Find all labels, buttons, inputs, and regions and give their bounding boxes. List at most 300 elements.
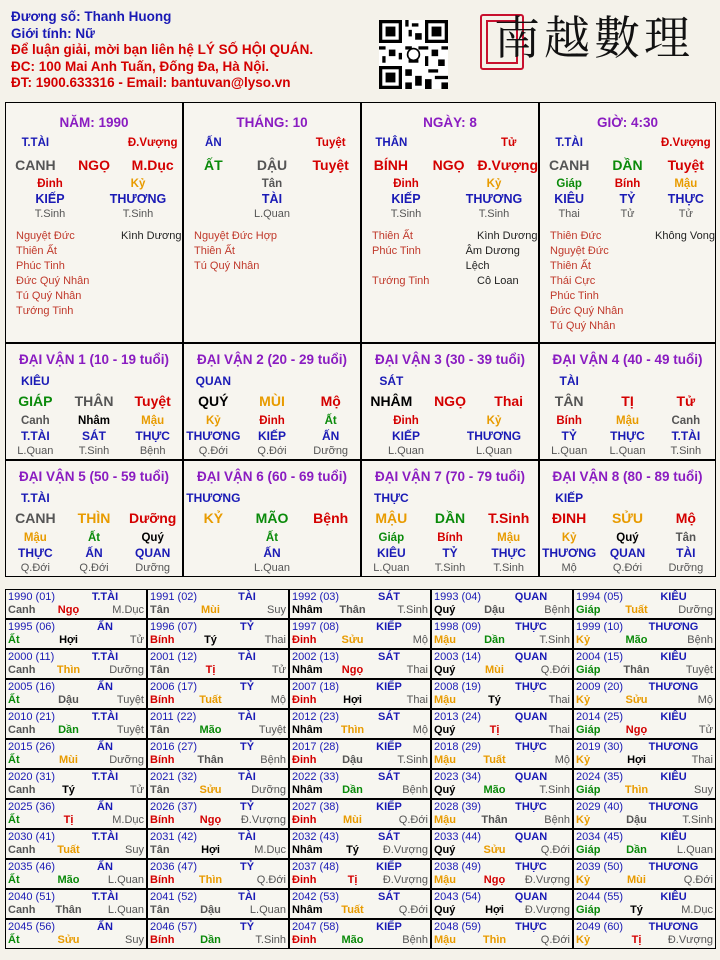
dai-van-gods-item: QUAN (609, 546, 646, 560)
star-row (194, 244, 360, 259)
dai-van-main-item: MÙI (259, 393, 285, 409)
year-cell[interactable] (573, 829, 716, 859)
year-cell[interactable] (573, 649, 716, 679)
dai-van-cell (539, 343, 716, 460)
year-cell[interactable] (573, 799, 716, 829)
year-god: T.TÀI (91, 831, 119, 843)
year-stage: T.Sinh (682, 814, 713, 826)
year-stem: Tân (150, 724, 170, 736)
client-gender: Giới tính: Nữ (11, 25, 95, 41)
year-top (576, 801, 713, 814)
year-branch: Tị (347, 874, 358, 886)
year-label: 2005 (16) (8, 681, 56, 693)
dai-van-god-row (6, 374, 182, 388)
year-bottom (150, 784, 286, 797)
year-cell[interactable] (431, 739, 573, 769)
year-branch: Hợi (59, 634, 78, 646)
year-branch: Hợi (485, 904, 504, 916)
year-stem: Giáp (576, 844, 601, 856)
year-god: KIẾP (376, 861, 402, 873)
year-stage: Bệnh (544, 814, 570, 826)
year-bottom (292, 844, 428, 857)
year-branch: Dậu (342, 754, 363, 766)
year-bottom (576, 874, 713, 887)
year-stem: Nhâm (292, 724, 323, 736)
star-good: Phúc Tinh (16, 260, 65, 272)
year-label: 1992 (03) (292, 591, 340, 603)
year-stem: Bính (150, 814, 175, 826)
year-cell[interactable] (431, 709, 573, 739)
year-branch: Thân (197, 754, 224, 766)
year-branch: Ngọ (341, 664, 364, 676)
year-stem: Canh (8, 724, 36, 736)
year-cell[interactable] (147, 859, 289, 889)
qr-code-icon[interactable] (379, 20, 448, 89)
year-bottom (434, 754, 570, 767)
year-top (150, 711, 286, 724)
year-cell[interactable] (573, 859, 716, 889)
year-cell[interactable] (573, 679, 716, 709)
year-top (576, 621, 713, 634)
year-cell[interactable] (573, 739, 716, 769)
year-cell[interactable] (147, 709, 289, 739)
year-stem: Kỷ (576, 874, 591, 886)
year-cell[interactable] (5, 679, 147, 709)
dai-van-main-item: KỶ (203, 510, 224, 526)
year-bottom (8, 844, 144, 857)
pillar-main-item: ẤT (204, 157, 223, 173)
dai-van-title: ĐẠI VẬN 2 (20 - 29 tuổi) (196, 352, 348, 367)
pillar-hidden-item: Kỷ (486, 178, 502, 190)
pillar-gods-item: THƯƠNG (465, 192, 523, 206)
year-branch: Tị (489, 724, 500, 736)
year-stage: Suy (125, 934, 144, 946)
dai-van-gods-item: THƯƠNG (186, 429, 241, 443)
year-branch: Sửu (341, 634, 364, 646)
pillar-cell (539, 102, 716, 343)
year-label: 2012 (23) (292, 711, 340, 723)
pillar-stages-item: T.Sinh (478, 208, 510, 220)
dai-van-stages-item: Q.Đới (612, 562, 643, 574)
year-branch: Thìn (198, 874, 223, 886)
pillar-main-row (540, 157, 715, 173)
year-god: TÀI (238, 831, 256, 843)
dai-van-hidden-item: Bính (437, 532, 463, 544)
year-top (292, 651, 428, 664)
pillar-top-item: Đ.Vượng (127, 137, 178, 149)
year-top (8, 891, 144, 904)
year-cell[interactable] (147, 889, 289, 919)
dai-van-god-row (362, 374, 538, 388)
year-stem: Giáp (576, 664, 601, 676)
year-cell[interactable] (289, 829, 431, 859)
star-other: Không Vong (655, 230, 715, 242)
pillar-top-item: Tuyệt (315, 137, 346, 149)
star-row (550, 304, 715, 319)
year-god: TỶ (239, 921, 255, 933)
dai-van-god-item (657, 374, 715, 388)
star-good: Đức Quý Nhân (550, 305, 624, 317)
year-god: TỶ (239, 861, 255, 873)
year-cell[interactable] (573, 619, 716, 649)
pillar-main-item: CANH (15, 157, 56, 173)
year-label: 2030 (41) (8, 831, 56, 843)
year-stage: T.Sinh (397, 604, 428, 616)
year-cell[interactable] (147, 799, 289, 829)
year-branch: Mão (199, 724, 222, 736)
star-good: Phúc Tinh (550, 290, 599, 302)
dai-van-main-item: Mộ (320, 393, 341, 409)
pillar-top-item (598, 137, 656, 149)
year-cell[interactable] (5, 709, 147, 739)
dai-van-gods-item: ẤN (322, 429, 340, 443)
year-cell[interactable] (289, 709, 431, 739)
pillar-main-item: CANH (548, 157, 590, 173)
star-row (550, 244, 715, 259)
year-branch: Tuất (57, 844, 80, 856)
pillar-stages-item: Tử (620, 208, 635, 220)
dai-van-hidden-row (362, 415, 538, 427)
year-label: 2029 (40) (576, 801, 624, 813)
year-god: THƯƠNG (648, 681, 699, 693)
year-bottom (150, 814, 286, 827)
dai-van-main-row (362, 393, 538, 409)
year-top (434, 891, 570, 904)
year-branch: Hợi (627, 754, 646, 766)
dai-van-hidden-row (6, 532, 182, 544)
year-label: 2046 (57) (150, 921, 198, 933)
star-other: Kình Dương (477, 230, 538, 242)
year-stem: Mậu (434, 754, 456, 766)
year-bottom (434, 694, 570, 707)
dai-van-title: ĐẠI VẬN 3 (30 - 39 tuổi) (374, 352, 526, 367)
pillar-stages-row (184, 208, 360, 220)
pillar-top-row (540, 137, 715, 149)
year-cell[interactable] (431, 889, 573, 919)
year-branch: Tý (630, 904, 643, 916)
dai-van-main-item: DẦN (434, 510, 466, 526)
year-top (8, 591, 144, 604)
dai-van-hidden-item: Ất (324, 415, 337, 427)
year-cell[interactable] (573, 919, 716, 949)
year-bottom (576, 604, 713, 617)
year-stage: M.Dục (681, 904, 713, 916)
dai-van-main-item: CANH (15, 510, 56, 526)
star-row (194, 259, 360, 274)
pillar-stages-item: Thai (558, 208, 580, 220)
year-label: 1991 (02) (150, 591, 198, 603)
year-label: 2042 (53) (292, 891, 340, 903)
year-branch: Thân (55, 904, 82, 916)
pillar-stages-item: T.Sinh (390, 208, 422, 220)
year-cell[interactable] (289, 679, 431, 709)
year-top (292, 831, 428, 844)
year-bottom (576, 904, 713, 917)
year-branch: Tý (62, 784, 75, 796)
dai-van-stages-item: T.Sinh (78, 445, 110, 457)
star-good: Nguyệt Đức Hợp (194, 230, 278, 242)
year-bottom (8, 934, 144, 947)
year-branch: Sửu (625, 694, 648, 706)
year-top (576, 681, 713, 694)
year-label: 2034 (45) (576, 831, 624, 843)
year-god: T.TÀI (91, 771, 119, 783)
year-stage: Đ.Vượng (524, 874, 570, 886)
pillar-title: NGÀY: 8 (423, 115, 477, 130)
dai-van-stages-item: Dưỡng (313, 445, 349, 457)
pillar-top-item: ẤN (205, 137, 222, 149)
pillar-top-item: T.TÀI (555, 137, 583, 149)
year-branch: Dậu (200, 904, 221, 916)
dai-van-main-item: Tuyệt (134, 393, 171, 409)
year-cell[interactable] (5, 649, 147, 679)
year-cell[interactable] (289, 739, 431, 769)
dai-van-hidden-row (540, 532, 715, 544)
year-god: QUAN (514, 771, 548, 783)
year-god: T.TÀI (91, 711, 119, 723)
year-cell[interactable] (5, 889, 147, 919)
year-cell[interactable] (289, 769, 431, 799)
year-stage: Dưỡng (109, 664, 144, 676)
pillar-top-item: Đ.Vượng (660, 137, 711, 149)
year-god: TÀI (238, 891, 256, 903)
dai-van-hidden-item: Quý (141, 532, 164, 544)
year-branch: Dậu (626, 814, 647, 826)
year-cell[interactable] (5, 919, 147, 949)
year-bottom (8, 724, 144, 737)
year-cell[interactable] (431, 799, 573, 829)
year-top (434, 771, 570, 784)
year-cell[interactable] (147, 829, 289, 859)
year-god: SÁT (378, 591, 400, 603)
year-stage: Đ.Vượng (382, 874, 428, 886)
year-cell[interactable] (289, 799, 431, 829)
pillar-top-row (184, 137, 360, 149)
year-cell[interactable] (147, 739, 289, 769)
dai-van-god-row (184, 491, 360, 505)
year-branch: Hợi (201, 844, 220, 856)
dai-van-god-row (540, 374, 715, 388)
year-top (434, 681, 570, 694)
year-stage: Thai (691, 754, 713, 766)
dai-van-god-item (657, 491, 715, 505)
year-bottom (576, 634, 713, 647)
contact-phone-email[interactable]: ĐT: 1900.633316 - Email: bantuvan@lyso.vn (11, 75, 291, 90)
year-cell[interactable] (5, 739, 147, 769)
year-god: QUAN (514, 651, 548, 663)
year-cell[interactable] (573, 889, 716, 919)
dai-van-gods-item: QUAN (135, 546, 171, 560)
year-cell[interactable] (289, 889, 431, 919)
year-stem: Ất (8, 814, 20, 826)
year-cell[interactable] (289, 649, 431, 679)
year-god: KIÊU (660, 831, 687, 843)
dai-van-title: ĐẠI VẬN 8 (80 - 89 tuổi) (552, 469, 703, 484)
dai-van-stages-item: T.Sinh (493, 562, 524, 574)
pillar-hidden-row (184, 178, 360, 190)
year-cell[interactable] (289, 919, 431, 949)
year-bottom (576, 754, 713, 767)
year-label: 2003 (14) (434, 651, 482, 663)
year-stem: Giáp (576, 904, 601, 916)
year-bottom (434, 604, 570, 617)
pillar-gods-item: KIÊU (554, 192, 585, 206)
dai-van-god-item (123, 491, 182, 505)
year-bottom (8, 904, 144, 917)
year-god: THƯƠNG (648, 801, 699, 813)
year-branch: Dần (342, 784, 363, 796)
dai-van-hidden-item: Mậu (615, 415, 639, 427)
year-top (576, 651, 713, 664)
year-bottom (576, 844, 713, 857)
pillar-top-item: Tử (501, 137, 517, 149)
pillar-cell (183, 102, 361, 343)
year-stem: Mậu (434, 634, 456, 646)
year-stem: Canh (8, 784, 36, 796)
year-stage: Mộ (554, 754, 570, 766)
year-cell[interactable] (431, 769, 573, 799)
star-row (372, 244, 538, 274)
star-other: Kình Dương (121, 230, 182, 242)
dai-van-main-item: TÂN (554, 393, 584, 409)
dai-van-god-item (598, 491, 656, 505)
year-stage: T.Sinh (255, 934, 286, 946)
year-cell[interactable] (431, 859, 573, 889)
dai-van-main-item: Mộ (675, 510, 696, 526)
year-cell[interactable] (289, 619, 431, 649)
year-branch: Sửu (199, 784, 222, 796)
star-row (550, 289, 715, 304)
year-bottom (8, 664, 144, 677)
year-cell[interactable] (5, 829, 147, 859)
year-top (292, 801, 428, 814)
star-good: Phúc Tinh (372, 245, 421, 257)
year-branch: Tuất (341, 904, 364, 916)
dai-van-stages-item: Q.Đới (257, 445, 287, 457)
year-cell[interactable] (5, 859, 147, 889)
year-top (576, 921, 713, 934)
year-branch: Ngọ (625, 724, 648, 736)
year-stage: T.Sinh (397, 754, 428, 766)
year-cell[interactable] (5, 589, 147, 619)
dai-van-cell (183, 460, 361, 577)
year-cell[interactable] (147, 919, 289, 949)
year-cell[interactable] (573, 769, 716, 799)
dai-van-hidden-item: Ất (265, 532, 279, 544)
year-branch: Thân (339, 604, 366, 616)
year-cell[interactable] (431, 679, 573, 709)
year-cell[interactable] (431, 649, 573, 679)
year-bottom (434, 904, 570, 917)
year-cell[interactable] (573, 589, 716, 619)
year-label: 1995 (06) (8, 621, 56, 633)
year-top (434, 591, 570, 604)
pillar-stages-row (6, 208, 182, 220)
pillar-stars (6, 229, 182, 319)
year-branch: Ngọ (483, 874, 506, 886)
dai-van-hidden-item: Giáp (378, 532, 405, 544)
pillar-gods-item: THỰC (667, 192, 704, 206)
year-god: ẤN (97, 681, 113, 693)
year-stem: Mậu (434, 934, 456, 946)
year-stem: Mậu (434, 694, 456, 706)
pillar-stages-row (540, 208, 715, 220)
year-bottom (150, 844, 286, 857)
pillar-cell (5, 102, 183, 343)
year-stage: Thai (406, 664, 428, 676)
year-cell[interactable] (5, 769, 147, 799)
year-bottom (150, 904, 286, 917)
year-stem: Kỷ (576, 934, 591, 946)
year-cell[interactable] (289, 859, 431, 889)
year-stem: Ất (8, 874, 20, 886)
year-stage: Dưỡng (109, 754, 144, 766)
dai-van-cell (361, 343, 539, 460)
dai-van-main-row (362, 510, 538, 526)
dai-van-gods-item: THỰC (135, 429, 170, 443)
year-cell[interactable] (431, 829, 573, 859)
year-label: 2022 (33) (292, 771, 340, 783)
dai-van-god-item: TÀI (559, 374, 579, 388)
year-god: QUAN (514, 831, 548, 843)
year-top (8, 861, 144, 874)
year-top (150, 771, 286, 784)
dai-van-god-item (301, 491, 360, 505)
dai-van-title: ĐẠI VẬN 6 (60 - 69 tuổi) (196, 469, 348, 484)
dai-van-main-item: Bệnh (313, 510, 349, 526)
star-good: Nguyệt Đức (16, 230, 75, 242)
year-cell[interactable] (147, 649, 289, 679)
logo-text: 南越數理 (494, 11, 694, 65)
year-cell[interactable] (5, 799, 147, 829)
year-stage: Bệnh (402, 784, 428, 796)
dai-van-hidden-item: Mậu (141, 415, 165, 427)
year-label: 2027 (38) (292, 801, 340, 813)
year-branch: Mùi (59, 754, 78, 766)
year-branch: Mùi (485, 664, 504, 676)
year-bottom (150, 694, 286, 707)
star-row (16, 289, 182, 304)
dai-van-god-item: SÁT (379, 374, 404, 388)
dai-van-gods-item: KIẾP (258, 429, 287, 443)
year-stem: Quý (434, 664, 456, 676)
dai-van-hidden-item: Canh (20, 415, 50, 427)
year-cell[interactable] (147, 679, 289, 709)
pillar-main-item: DẦN (612, 157, 643, 173)
year-cell[interactable] (431, 619, 573, 649)
year-god: T.TÀI (91, 591, 119, 603)
year-stem: Giáp (576, 784, 601, 796)
dai-van-gods-row (184, 546, 360, 560)
dai-van-god-item (301, 374, 360, 388)
year-cell[interactable] (147, 769, 289, 799)
year-cell[interactable] (147, 619, 289, 649)
year-cell[interactable] (5, 619, 147, 649)
year-cell[interactable] (289, 589, 431, 619)
year-stem: Nhâm (292, 904, 323, 916)
year-stage: M.Dục (112, 604, 144, 616)
year-branch: Thìn (624, 784, 649, 796)
year-cell[interactable] (147, 589, 289, 619)
year-branch: Thân (481, 814, 508, 826)
year-cell[interactable] (431, 919, 573, 949)
year-cell[interactable] (573, 709, 716, 739)
dai-van-title: ĐẠI VẬN 4 (40 - 49 tuổi) (552, 352, 703, 367)
year-cell[interactable] (431, 589, 573, 619)
year-god: KIẾP (376, 801, 402, 813)
star-row (550, 259, 715, 274)
pillar-stages-item: T.Sinh (34, 208, 66, 220)
